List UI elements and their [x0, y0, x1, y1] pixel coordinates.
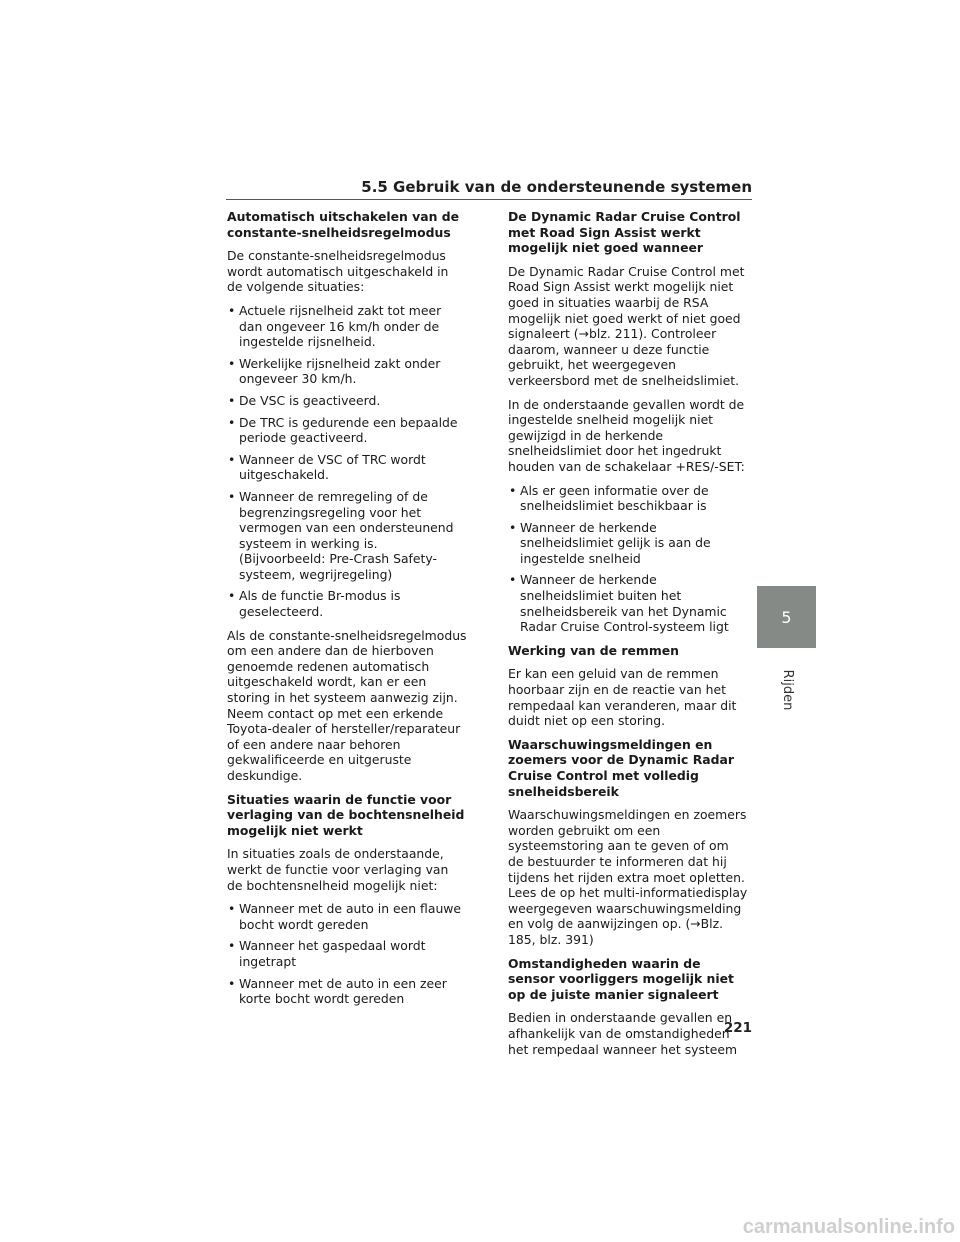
header-divider — [226, 199, 752, 200]
section-heading: Werking van de remmen — [508, 642, 679, 658]
bullet-list — [227, 303, 467, 620]
page-number: 221 — [723, 1020, 752, 1036]
left-column — [227, 209, 467, 1015]
chapter-label: Rijden — [780, 669, 796, 711]
list-item: • Wanneer de VSC of TRC wordt uitgeschakeld. — [227, 452, 467, 483]
section-heading: Automatisch uitschakelen van de constante-snelheidsregelmodus — [227, 209, 459, 240]
list-item: • Als er geen informatie over de snelheidslimiet beschikbaar is — [508, 483, 748, 514]
list-item: • Als de functie Br-modus is geselecteerd. — [227, 588, 467, 619]
list-item: • Actuele rijsnelheid zakt tot meer dan ongeveer 16 km/h onder de ingestelde rijsnelheid. — [227, 303, 467, 350]
list-item: • Wanneer met de auto in een zeer korte bocht wordt gereden — [227, 976, 467, 1007]
list-item: • Wanneer de herkende snelheidslimiet buiten het snelheidsbereik van het Dynamic Radar Cruise Control-systeem ligt — [508, 572, 748, 634]
list-item: • Werkelijke rijsnelheid zakt onder ongeveer 30 km/h. — [227, 356, 467, 387]
paragraph: Waarschuwingsmeldingen en zoemers worden gebruikt om een systeemstoring aan te geven of om de bestuurder te informeren dat hij tijdens het rijden extra moet opletten. Lees de op het multi-informatiedisplay weergegeven waarschuwingsmelding en volg de aanwijzingen op. (→Blz. 185, blz. 391) — [508, 807, 748, 947]
bullet-list — [508, 483, 748, 635]
bullet-list — [227, 901, 467, 1007]
list-item: • Wanneer de remregeling of de begrenzingsregeling voor het vermogen van een ondersteunend systeem in werking is. (Bijvoorbeeld: Pre-Crash Safety-systeem, wegrijregeling) — [227, 489, 467, 583]
section-header: 5.5 Gebruik van de ondersteunende systemen — [361, 178, 752, 196]
paragraph: De Dynamic Radar Cruise Control met Road Sign Assist werkt mogelijk niet goed in situaties waarbij de RSA mogelijk niet goed werkt of niet goed signaleert (→blz. 211). Controleer daarom, wanneer u deze functie gebruikt, het weergegeven verkeersbord met de snelheidslimiet. — [508, 263, 745, 388]
section-heading: Omstandigheden waarin de sensor voorliggers mogelijk niet op de juiste manier signaleert — [508, 955, 734, 1002]
paragraph: De constante-snelheidsregelmodus wordt automatisch uitgeschakeld in de volgende situaties: — [227, 248, 449, 295]
paragraph: Als de constante-snelheidsregelmodus om een andere dan de hierboven genoemde redenen automatisch uitgeschakeld wordt, kan er een storing in het systeem aanwezig zijn. Neem contact op met een erkende Toyota-dealer of hersteller/reparateur of een andere naar behoren gekwalificeerde en uitgeruste deskundige. — [227, 627, 467, 783]
watermark: carmanualsonline.info — [742, 1216, 955, 1238]
paragraph: In situaties zoals de onderstaande, werkt de functie voor verlaging van de bochtensnelheid mogelijk niet: — [227, 846, 449, 893]
list-item: • De VSC is geactiveerd. — [227, 393, 467, 409]
paragraph: In de onderstaande gevallen wordt de ingestelde snelheid mogelijk niet gewijzigd in de herkende snelheidslimiet door het ingedrukt houden van de schakelaar +RES/-SET: — [508, 396, 745, 474]
section-heading: Situaties waarin de functie voor verlaging van de bochtensnelheid mogelijk niet werkt — [227, 791, 465, 838]
list-item: • Wanneer de herkende snelheidslimiet gelijk is aan de ingestelde snelheid — [508, 520, 748, 567]
right-column — [508, 209, 748, 1065]
chapter-number: 5 — [781, 607, 792, 627]
section-heading: Waarschuwingsmeldingen en zoemers voor de Dynamic Radar Cruise Control met volledig snelheidsbereik — [508, 736, 734, 799]
list-item: • Wanneer het gaspedaal wordt ingetrapt — [227, 938, 467, 969]
list-item: • De TRC is gedurende een bepaalde periode geactiveerd. — [227, 415, 467, 446]
paragraph: Er kan een geluid van de remmen hoorbaar zijn en de reactie van het rempedaal kan veranderen, maar dit duidt niet op een storing. — [508, 666, 737, 729]
section-heading: De Dynamic Radar Cruise Control met Road Sign Assist werkt mogelijk niet goed wanneer — [508, 209, 741, 256]
chapter-tab — [757, 586, 816, 648]
paragraph: Bedien in onderstaande gevallen en afhankelijk van de omstandigheden het rempedaal wanneer het systeem — [508, 1010, 738, 1057]
list-item: • Wanneer met de auto in een flauwe bocht wordt gereden — [227, 901, 467, 932]
